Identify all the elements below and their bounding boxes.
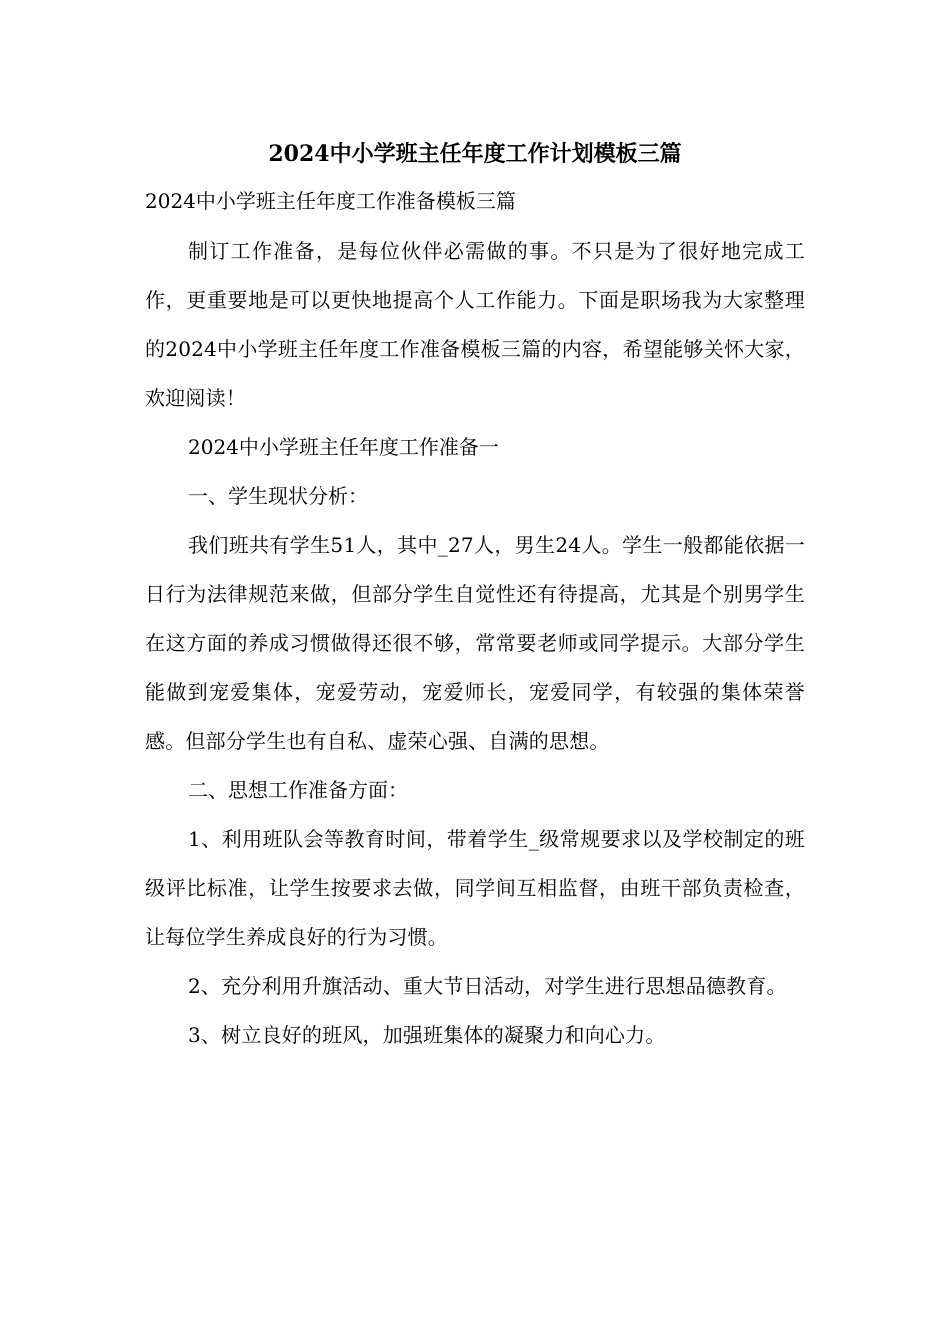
item-three-paragraph: 3、树立良好的班风，加强班集体的凝聚力和向心力。 [188, 1023, 666, 1047]
section-one-title: 2024中小学班主任年度工作准备一 [188, 435, 499, 459]
heading-student-analysis: 一、学生现状分析： [188, 484, 368, 508]
item-two-paragraph: 2、充分利用升旗活动、重大节日活动，对学生进行思想品德教育。 [188, 974, 787, 998]
analysis-paragraph: 我们班共有学生51人，其中_27人，男生24人。学生一般都能依据一日行为法律规范来做，但部分学生自觉性还有待提高，尤其是个别男学生在这方面的养成习惯做得还很不够，常常要老师或同学提示。大部分学生能做到宠爱集体，宠爱劳动，宠爱师长，宠爱同学，有较强的集体荣誉感。但部分学生也有自私、虚荣心强、自满的思想。 [145, 533, 805, 753]
item-one-paragraph: 1、利用班队会等教育时间，带着学生_级常规要求以及学校制定的班级评比标准，让学生按要求去做，同学间互相监督，由班干部负责检查，让每位学生养成良好的行为习惯。 [145, 827, 805, 949]
heading-ideological-work: 二、思想工作准备方面： [188, 778, 408, 802]
document-title: 2024中小学班主任年度工作计划模板三篇 [268, 141, 682, 167]
document-body [145, 227, 805, 1060]
intro-paragraph: 制订工作准备，是每位伙伴必需做的事。不只是为了很好地完成工作，更重要地是可以更快地提高个人工作能力。下面是职场我为大家整理的2024中小学班主任年度工作准备模板三篇的内容，希望能够关怀大家，欢迎阅读！ [145, 239, 805, 410]
document-subtitle: 2024中小学班主任年度工作准备模板三篇 [145, 189, 516, 213]
